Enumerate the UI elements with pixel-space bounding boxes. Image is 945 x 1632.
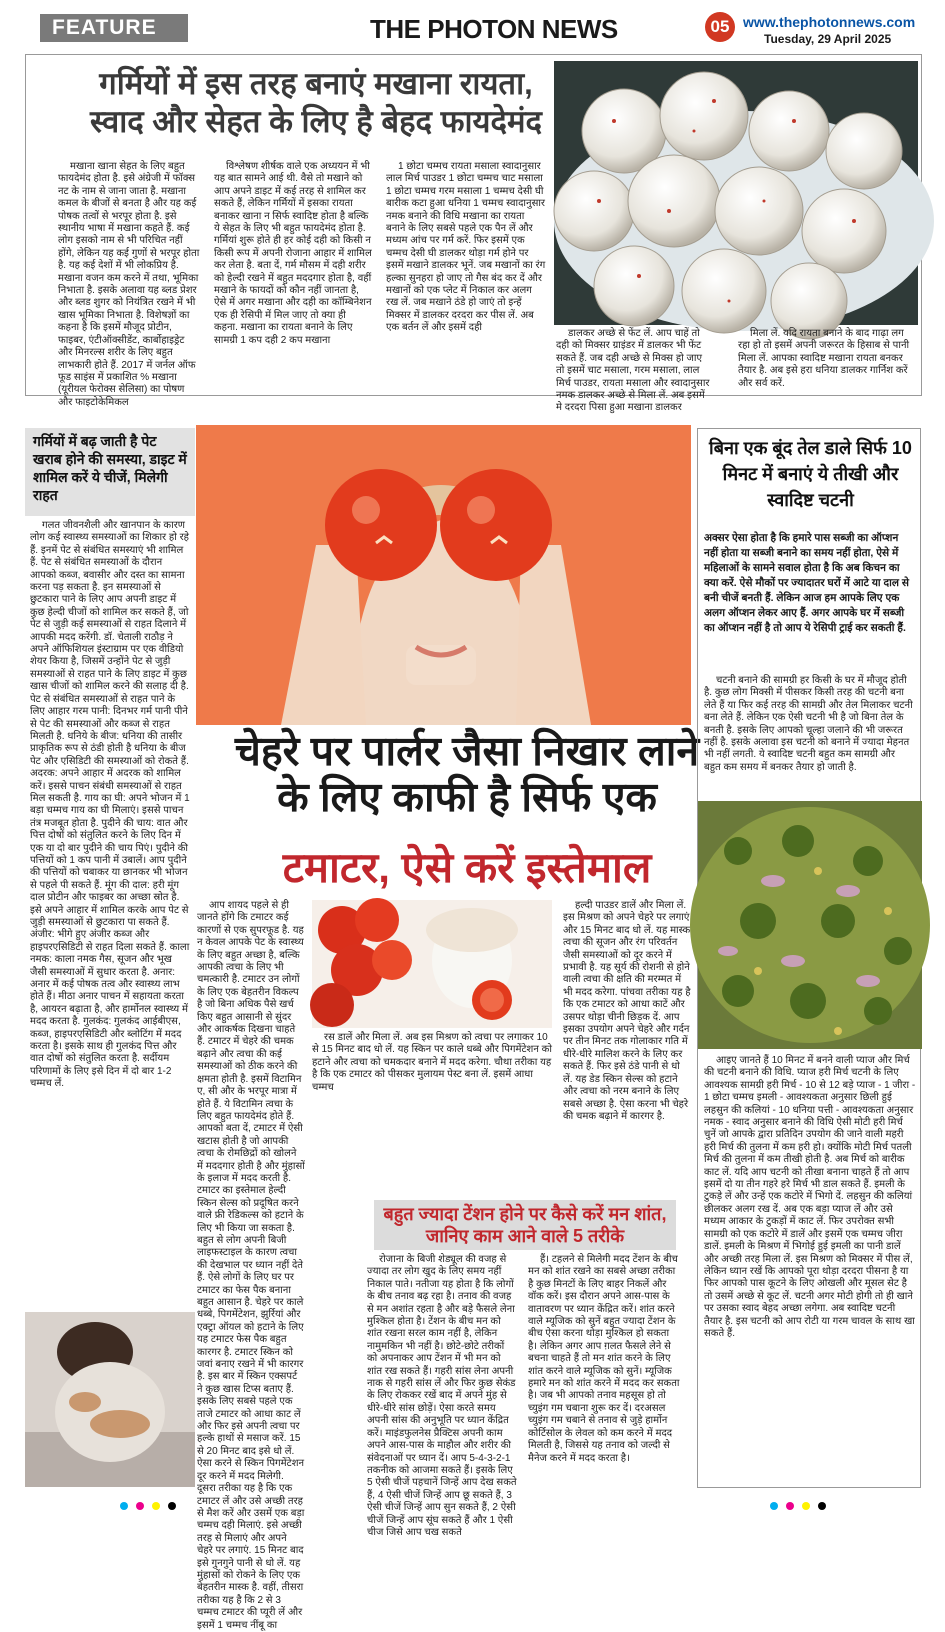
print-registration-dot: [770, 1502, 778, 1510]
tomato-article-col2: रस डालें और मिला लें. अब इस मिश्रण को त्वचा पर लगाकर 10 से 15 मिनट बाद धो लें. यह स्किन पर काले धब्बे और पिगमेंटेशन को हटाने और त्वचा को चमकदार बनाने में मदद करेगा. चौथा तरीका यह है कि एक टमाटर को पीसकर मुलायम पेस्ट बना लें. इसमें आधा चम्मच: [312, 1032, 552, 1093]
tomato-article-col3: हल्दी पाउडर डालें और मिला लें. इस मिश्रण को अपने चेहरे पर लगाएं और 15 मिनट बाद धो लें. यह मास्क त्वचा की सूजन और रंग परिवर्तन जैसी समस्याओं को दूर करने में प्रभावी है. यह सूर्य की रोशनी से होने वाली त्वचा की क्षति की मरम्मत में भी मदद करेगा. पांचवा तरीका यह है कि एक टमाटर को आधा काटें और उसपर थोड़ा चीनी छिड़क दें. आप इसका उपयोग अपने चेहरे और गर्दन पर तीन मिनट तक गोलाकार गति में धीरे-धीरे मालिश करने के लिए कर सकते हैं. फिर इसे ठंडे पानी से धो लें. यह डेड स्किन सेल्स को हटाने और त्वचा को नरम बनाने के लिए सबसे अच्छा है. ऐसा करना भी चेहरे की चमक बढ़ाने में कारगर है.: [563, 900, 691, 1122]
stomach-headline: गर्मियों में बढ़ जाती है पेट खराब होने की समस्या, डाइट में शामिल करें ये चीजें, मिलेगी राहत: [33, 433, 187, 503]
website-link[interactable]: www.thephotonnews.com: [743, 14, 916, 30]
tomato-mask-photo: [312, 900, 552, 1028]
chutney-photo: [698, 801, 922, 1049]
makhana-headline: [56, 65, 576, 141]
chutney-body-1: चटनी बनाने की सामग्री हर किसी के घर में मौजूद होती है. कुछ लोग मिक्सी में पीसकर किसी तरह की चटनी बना लेते हैं या फिर कई तरह की सामग्री और तेल मिलाकर चटनी बना लेते हैं. लेकिन एक ऐसी चटनी भी है जो बिना तेल के बनती है. इसके लिए आपको चूल्हा जलाने की भी जरूरत नहीं है. इसके अलावा इस चटनी को बनाने में ज्यादा मेहनत भी नहीं लगती. ये स्वादिष्ट चटनी बहुत कम सामग्री और बहुत कम समय में बनकर तैयार हो जाती है.: [704, 675, 913, 773]
chutney-headline: बिना एक बूंद तेल डाले सिर्फ 10 मिनट में बनाएं ये तीखी और स्वादिष्ट चटनी: [709, 438, 912, 510]
print-registration-dot: [802, 1502, 810, 1510]
stress-headline: बहुत ज्यादा टेंशन होने पर कैसे करें मन शांत, जानिए काम आने वाले 5 तरीके: [383, 1204, 667, 1246]
headline-line: के लिए काफी है सिर्फ एक: [277, 774, 657, 820]
article-column: मिला लें. यदि रायता बनाने के बाद गाढ़ा लग रहा हो तो इसमें अपनी जरूरत के हिसाब से पानी मिला लें. आपका स्वादिष्ट मखाना रायता बनकर तैयार है. अब इसे हरा धनिया डालकर गार्निश करें और सर्व करें.: [738, 328, 910, 389]
masthead: THE PHOTON NEWS: [370, 14, 618, 44]
page-number-badge: 05: [705, 12, 735, 42]
section-label: FEATURE: [40, 14, 188, 42]
headline-line: स्वाद और सेहत के लिए है बेहद फायदेमंद: [89, 104, 542, 139]
stomach-article-body: गलत जीवनशैली और खानपान के कारण लोग कई स्वास्थ्य समस्याओं का शिकार हो रहे हैं. इनमें पेट से संबंधित समस्याएं भी शामिल हैं. पेट से संबंधित समस्याओं के दौरान आपको कब्ज, बवासीर और दस्त का सामना करना पड़ सकता है. इन समस्याओं से छुटकारा पाने के लिए आप अपनी डाइट में कुछ हेल्दी चीजों को शामिल कर सकते हैं, जो पेट से जुड़ी कई समस्याओं से राहत दिलाने में आपकी मदद करेंगी. डॉ. चेताली राठौड़ ने अपने ऑफिशियल इंस्टाग्राम पर एक वीडियो शेयर किया है, जिसमें उन्होंने पेट से जुड़ी समस्याओं से राहत पाने के लिए डाइट में कुछ खास चीजों को शामिल करने की सलाह दी है. पेट से संबंधित समस्याओं से राहत पाने के लिए आहार गरम पानी: दिनभर गर्म पानी पीने से पेट की समस्याओं और कब्ज से राहत मिलती है. धनिये के बीज: धनिया की तासीर प्राकृतिक रूप से ठंडी होती है धनिया के बीज पेट और एसिडिटी की समस्याओं को रोकते हैं. अदरक: अपने आहार में अदरक को शामिल करें। इससे पाचन संबंधी समस्याओं से राहत मिल सकती है. गाय का घी: अपने भोजन में 1 बड़ा चम्मच गाय का घी मिलाएं। इससे पाचन तंत्र मजबूत होता है. पुदीने की चाय: वात और पित्त दोषों को संतुलित करने के लिए दिन में एक या दो बार पुदीने की चाय पिएं। पुदीने की पत्तियों को 1 कप पानी में उबालें। आप पुदीने की पत्तियों को चबाकर या छानकर भी भोजन से पहले पी सकते हैं. मूंग की दाल: हरी मूंग दाल प्रोटीन और फाइबर का अच्छा स्रोत है. इसे अपने आहार में शामिल करके आप पेट से जुड़ी समस्याओं से छुटकारा पा सकते हैं. अंजीर: भीगे हुए अंजीर कब्ज और हाइपरएसिडिटी से राहत दिला सकते हैं. काला नमक: काला नमक गैस, सूजन और भूख जैसी समस्याओं में सुधार करता है. अनार: अनार में कई पोषक तत्व और स्वास्थ्य लाभ होते हैं। मीठा अनार पाचन में सहायता करता है, आयरन बढ़ाता है, और हार्मोनल स्वास्थ्य में मदद करता है. गुलकंद: गुलकंद आईबीएस, कब्ज, हाइपरएसिडिटी और ब्लोटिंग में मदद करता है। इसके साथ ही गुलकंद पित्त और वात दोषों को संतुलित करता है. सर्दीयम परिणामों के लिए इसे दिन में दो बार 1-2 चम्मच लें.: [30, 520, 190, 1090]
print-registration-dot: [168, 1502, 176, 1510]
stress-article-col1: रोजाना के बिजी शेड्यूल की वजह से ज्यादा तर लोग खुद के लिए समय नहीं निकाल पाते। नतीजा यह होता है कि लोगों के बीच तनाव बढ़ रहा है। तनाव की वजह से मन अशांत रहता है और बड़े फैसले लेना मुश्किल होता है। टेंशन के बीच मन को शांत रखना सरल काम नहीं है, लेकिन नामुमकिन भी नहीं है। छोटे-छोटे तरीकों को अपनाकर आप टेंशन में भी मन को शांत रख सकते हैं। गहरी सांस लेना अपनी नाक से गहरी सांस लें और फिर कुछ सेकंड के लिए रोककर रखें बाद में अपने मुंह से धीरे-धीरे सांस छोड़ें। ऐसा करते समय अपनी सांस की अनुभूति पर ध्यान केंद्रित करें। माइंडफुलनेस प्रैक्टिस अपनी काम अपने आस-पास के माहौल और शरीर की संवेदनाओं पर ध्यान दें। आप 5-4-3-2-1 तकनीक को आजमा सकते हैं। इसके लिए 5 ऐसी चीजें पहचानें जिन्हें आप देख सकते हैं, 4 ऐसी चीजें जिन्हें आप छू सकते हैं, 3 ऐसी चीजें जिन्हें आप सुन सकते हैं, 2 ऐसी चीजें जिन्हें आप सूंघ सकते हैं और 1 ऐसी चीज जिसे आप चख सकते: [367, 1254, 517, 1538]
headline-line: गर्मियों में इस तरह बनाएं मखाना रायता,: [99, 66, 533, 101]
makhana-photo: [554, 61, 918, 325]
chutney-article: [697, 428, 921, 1488]
issue-date: Tuesday, 29 April 2025: [764, 32, 892, 46]
makhana-image: [554, 61, 918, 325]
stomach-image: [25, 1312, 195, 1487]
article-column: विश्लेषण शीर्षक वाले एक अध्ययन में भी यह बात सामने आई थी. वैसे तो मखाने को आप अपने डाइट में कई तरह से शामिल कर सकते हैं, लेकिन गर्मियों में इसका रायता बनाकर खाना न सिर्फ स्वादिष्ट होता है बल्कि ये सेहत के लिए भी बहुत फायदेमंद होता है. गर्मियां शुरू होते ही हर कोई दही को किसी न किसी रूप में अपनी रोजाना आहार में शामिल कर लेता है. बता दें, गर्म मौसम में दही शरीर को हेल्दी रखने में बहुत मददगार होता है, वहीं मखाने के फायदों को कौन नहीं जानता है, ऐसे में अगर मखाना और दही का कॉम्बिनेशन एक ही रेसिपी में मिल जाए तो क्या ही कहना. मखाना का रायता बनाने के लिए सामग्री 1 कप दही 2 कप मखाना: [214, 161, 372, 346]
makhana-article: [25, 54, 922, 414]
tomato-face-image: [196, 425, 691, 725]
print-registration-dot: [152, 1502, 160, 1510]
stress-article-col2: हैं। टहलने से मिलेगी मदद टेंशन के बीच मन को शांत रखने का सबसे अच्छा तरीका है कुछ मिनटों के लिए बाहर निकलें और वॉक करें। इस दौरान अपने आस-पास के वातावरण पर ध्यान केंद्रित करें। शांत करने वाले म्यूजिक को सुनें बहुत ज्यादा टेंशन के बीच ऐसा करना थोड़ा मुश्किल हो सकता है। लेकिन अगर आप ग़लत फैसले लेने से बचना चाहते हैं तो मन शांत करने के लिए शांत करने वाले म्यूजिक को सुनें। म्यूजिक हमारे मन को शांत करने में मदद कर सकता है। जब भी आपको तनाव महसूस हो तो च्युइंग गम चबाना शुरू कर दें। दरअसल च्युइंग गम चबाने से तनाव से जुड़े हार्मोन कोर्टिसोल के लेवल को कम करने में मदद मिलती है, जिससे यह तनाव को जल्दी से मैनेज करने में मदद करता है।: [528, 1254, 680, 1464]
tomato-article-col1: आप शायद पहले से ही जानते होंगे कि टमाटर कई कारणों से एक सुपरफूड है. यह न केवल आपके पेट के स्वास्थ्य के लिए बहुत अच्छा है, बल्कि आपकी त्वचा के लिए भी चमत्कारी है. टमाटर उन लोगों के लिए एक बेहतरीन विकल्प है जो बिना अधिक पैसे खर्च किए बहुत आसानी से सुंदर और आकर्षक दिखना चाहते हैं. टमाटर में चेहरे की चमक बढ़ाने और त्वचा की कई समस्याओं को ठीक करने की क्षमता होती है. इसमें विटामिन ए, सी और के भरपूर मात्रा में होते हैं. ये विटामिन त्वचा के लिए बहुत फायदेमंद होते हैं. आपको बता दें, टमाटर में ऐसी खटास होती है जो आपकी त्वचा के रोमछिद्रों को खोलने में मददगार होती है और मुंहासों के इलाज में मदद करती है. टमाटर का इस्तेमाल हेल्दी स्किन सेल्स को प्रदूषित करने वाले फ्री रेडिकल्स को हटाने के लिए भी किया जा सकता है. बहुत से लोग अपनी बिजी लाइफस्टाइल के कारण त्वचा की देखभाल पर ध्यान नहीं देते हैं. ऐसे लोगों के लिए घर पर टमाटर का फेस पैक बनाना बहुत आसान है. चेहरे पर काले धब्बे, पिगमेंटेशन, झुर्रियां और एक्ट्रा ऑयल को हटाने के लिए यह टमाटर फेस पैक बहुत कारगर है. टमाटर स्किन को जवां बनाए रखने में भी कारगर है. इस बार में स्किन एक्सपर्ट ने कुछ खास टिप्स बताए हैं. इसके लिए सबसे पहले एक ताजे टमाटर को आधा काट लें और फिर इसे अपनी त्वचा पर हल्के हाथों से मसाज करें. 15 से 20 मिनट बाद इसे धो लें. ऐसा करने से स्किन पिगमेंटेशन दूर करने में मदद मिलेगी. दूसरा तरीका यह है कि एक टमाटर लें और उसे अच्छी तरह से मैश करें और उसमें एक बड़ा चम्मच दही मिलाएं. इसे अच्छी तरह से मिलाएं और अपने चेहरे पर लगाएं. 15 मिनट बाद इसे गुनगुने पानी से धो लें. यह मुंहासों को रोकने के लिए एक बेहतरीन मास्क है. वहीं, तीसरा तरीका यह है कि 2 से 3 चम्मच टमाटर की प्यूरी लें और इसमें 1 चम्मच नींबू का: [197, 900, 305, 1631]
chutney-image: [698, 801, 922, 1049]
tomato-face-photo: [196, 425, 691, 725]
print-registration-dot: [120, 1502, 128, 1510]
tomato-mask-image: [312, 900, 552, 1028]
print-registration-dot: [786, 1502, 794, 1510]
stomach-headline-box: [25, 428, 195, 516]
page-header: [0, 0, 945, 50]
headline-line: चेहरे पर पार्लर जैसा निखार लाने: [234, 728, 700, 774]
chutney-body-2: आइए जानते हैं 10 मिनट में बनने वाली प्याज और मिर्च की चटनी बनाने की विधि. प्याज हरी मिर्च चटनी के लिए आवश्यक सामग्री हरी मिर्च - 10 से 12 बड़े प्याज - 1 जीरा - 1 छोटा चम्मच इमली - आवश्यकता अनुसार छिली हुई लहसुन की कलियां - 10 धनिया पत्ती - आवश्यकता अनुसार नमक - स्वाद अनुसार बनाने की विधि ऐसी मोटी हरी मिर्च चुनें जो आपके द्वारा प्रतिदिन उपयोग की जाने वाली महरी हरी मिर्च की तुलना में कम हरी हो। क्योंकि मोटी मिर्च पतली मिर्च की तुलना में कम तीखी होती है. अब मिर्च को बारीक काट लें. यदि आप चटनी को तीखा बनाना चाहते हैं तो आप इसमें दो या तीन गहरे हरे मिर्च भी डाल सकते हैं. इमली के टुकड़े लें और उन्हें एक कटोरे में भिगो दें. लहसुन की कलियां छीलकर अलग रख दें. अब एक बड़ा प्याज लें और उसे मध्यम आकार के टुकड़ों में काट लें. फिर उपरोक्त सभी सामग्री को एक कटोरे में डालें और इसमें एक चम्मच जीरा डालें. इमली के मिश्रण में भिगोई हुई इमली का पानी डालें और अच्छी तरह मिला लें. इस मिश्रण को मिक्सर में पीस लें, लेकिन ध्यान रखें कि आपको पूरा थोड़ा दरदरा पीसना है या फिर आपको पास कूटने के लिए ओखली और मूसल सेट है तो उसमें अच्छे से कूट लें. चटनी अगर मोटी होगी तो ही खाने पर उसका स्वाद बेहद अच्छा लगेगा. अब स्वादिष्ट चटनी तैयार है. इस चटनी को आप रोटी या गरम चावल के साथ खा सकते हैं.: [704, 1055, 916, 1339]
article-column: मखाना खाना सेहत के लिए बहुत फायदेमंद होता है. इसे अंग्रेजी में फॉक्स नट के नाम से जाना जाता है. मखाना कमल के बीजों से बनता है और यह कई पोषक तत्वों से भरपूर होता है. इसे स्थानीय भाषा में मखाना कहते हैं. कई लोग इसको नाम से भी परिचित नहीं होंगे, लेकिन यह कई गुणों से भरपूर होता है. यह कई देशों में भी लोकप्रिय है. मखाना वजन कम करने में तथा, भूमिका निभाता है. इसके अलावा यह ब्लड प्रेशर और ब्लड शुगर को नियंत्रित रखने में भी खास भूमिका निभाता है. विशेषज्ञों का कहना है कि इसमें मौजूद प्रोटीन, फाइबर, एंटीऑक्सीडेंट, कार्बोहाइड्रेट और मिनरल्स शरीर के लिए बहुत लाभकारी होते हैं. 2017 में जर्नल ऑफ फूड साइंस में प्रकाशित % मखाना (यूरीयल फेरोक्स सेलिसा) का पोषण और फाइटोकेमिकल: [58, 161, 200, 408]
stress-headline-box: [374, 1200, 676, 1250]
stomach-pain-photo: [25, 1312, 195, 1487]
print-registration-dot: [818, 1502, 826, 1510]
print-registration-dot: [136, 1502, 144, 1510]
tomato-headline: [207, 728, 727, 820]
article-column: डालकर अच्छे से फेंट लें. आप चाहें तो दही को मिक्सर ग्राइंडर में डालकर भी फेंट सकते हैं. जब दही अच्छे से मिक्स हो जाए तो इसमें चाट मसाला, गरम मसाला, लाल मिर्च पाउडर, रायता मसाला और स्वादानुसार नमक डालकर अच्छे से मिला लें. अब इसमें मे दरदरा पिसा हुआ मखाना डालकर: [556, 328, 710, 414]
chutney-lead: अक्सर ऐसा होता है कि हमारे पास सब्जी का ऑप्शन नहीं होता या सब्जी बनाने का समय नहीं होता, ऐसे में महिलाओं के सामने सवाल होता है कि अब किचन का क्या करें. ऐसे मौकों पर ज्यादातर घरों में आटे या दाल से बनी चीजें बनती हैं. लेकिन आज हम आपके लिए एक अलग ऑप्शन लेकर आए हैं. अगर आपके घर में सब्जी का ऑप्शन नहीं है तो आप ये रेसिपी ट्राई कर सकती हैं.: [704, 532, 909, 634]
article-column: 1 छोटा चम्मच रायता मसाला स्वादानुसार लाल मिर्च पाउडर 1 छोटा चम्मच चाट मसाला 1 छोटा चम्मच गरम मसाला 1 चम्मच देसी घी बारीक कटा हुआ धनिया 1 चम्मच स्वादानुसार नमक बनाने की विधि मखाना का रायता बनाने के लिए सबसे पहले एक पैन लें और मध्यम आंच पर गर्म करें. फिर इसमें एक चम्मच देसी घी डालकर थोड़ा गर्म होने पर इसमें मखाने डालकर भूनें. जब मखानों का रंग हल्का सुनहरा हो जाए तो गैस बंद कर दें और मखानों को एक प्लेट में निकाल कर अलग रख लें. जब मखाने ठंडे हो जाएं तो इन्हें मिक्सर में डालकर दरदरा कर पीस लें. अब एक बर्तन लें और इसमें दही: [386, 161, 546, 334]
tomato-headline-red: टमाटर, ऐसे करें इस्तेमाल: [282, 844, 652, 891]
